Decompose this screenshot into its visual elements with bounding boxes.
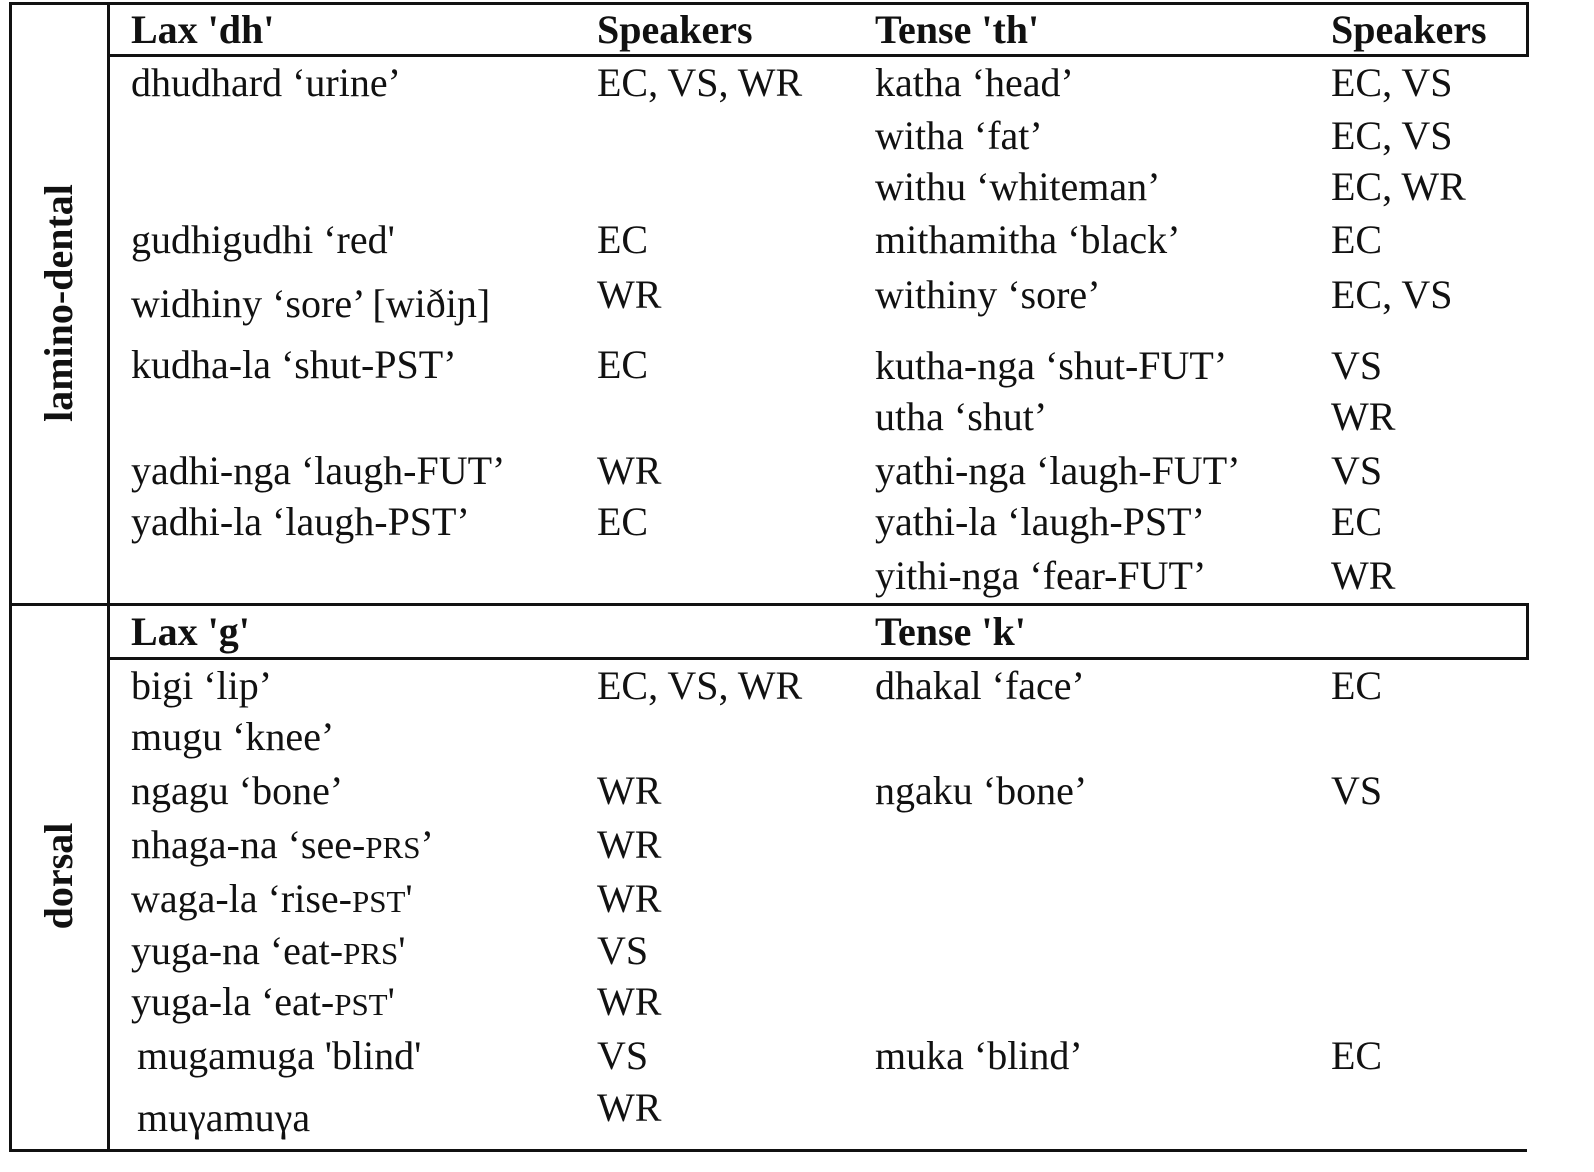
tense-speakers: EC [1331, 499, 1383, 544]
lax-form: bigi ‘lip’ [131, 663, 273, 708]
bottom-rule [10, 1149, 1527, 1152]
gloss-abbreviation: PRS [365, 830, 421, 865]
tense-form: kutha-nga ‘shut-FUT’ [875, 343, 1228, 388]
tense-speakers: WR [1331, 394, 1396, 439]
lax-closing-quote: ' [405, 876, 413, 921]
tense-speakers: EC, VS [1331, 60, 1453, 105]
tense-form: yathi-la ‘laugh-PST’ [875, 499, 1205, 544]
tense-form: yathi-nga ‘laugh-FUT’ [875, 448, 1241, 493]
tense-speakers: EC [1331, 217, 1383, 262]
lax-form: ngagu ‘bone’ [131, 768, 344, 813]
tense-speakers: VS [1331, 343, 1383, 388]
lax-form [131, 823, 434, 870]
tense-form: katha ‘head’ [875, 60, 1074, 105]
lax-speakers: WR [597, 448, 662, 493]
tense-form: muka ‘blind’ [875, 1033, 1083, 1078]
header-tense-speakers: Speakers [1331, 7, 1487, 52]
tense-speakers: EC, VS [1331, 113, 1453, 158]
tense-speakers: EC [1331, 663, 1383, 708]
tense-speakers: EC [1331, 1033, 1383, 1078]
lax-speakers: WR [597, 1085, 662, 1130]
lax-form: mugamuga 'blind' [137, 1033, 422, 1078]
lax-form: yadhi-la ‘laugh-PST’ [131, 499, 470, 544]
lax-closing-quote: ' [387, 979, 395, 1024]
lax-speakers: VS [597, 1033, 649, 1078]
gloss-abbreviation: PST [334, 987, 388, 1022]
gloss-abbreviation: PST [351, 884, 406, 919]
lax-speakers: EC [597, 217, 649, 262]
lax-form: dhudhard ‘urine’ [131, 60, 401, 105]
tense-form: dhakal ‘face’ [875, 663, 1085, 708]
lax-speakers: WR [597, 876, 662, 921]
lax-form [131, 980, 395, 1027]
lax-form [131, 929, 405, 976]
tense-speakers: EC, WR [1331, 164, 1466, 209]
tense-speakers: VS [1331, 768, 1383, 813]
tense-form: withu ‘whiteman’ [875, 164, 1161, 209]
tense-speakers: EC, VS [1331, 272, 1453, 317]
lax-stem: waga-la ‘rise- [131, 876, 352, 921]
lax-speakers: EC, VS, WR [597, 60, 803, 105]
lax-form: muγamuγa [137, 1095, 311, 1140]
tense-speakers: WR [1331, 553, 1396, 598]
lax-stem: nhaga-na ‘see- [131, 822, 366, 867]
tense-speakers: VS [1331, 448, 1383, 493]
lax-speakers: EC [597, 342, 649, 387]
lax-closing-quote: ' [398, 928, 406, 973]
lax-speakers: EC [597, 499, 649, 544]
header-lax-speakers: Speakers [597, 7, 753, 52]
header-tense-th: Tense 'th' [875, 7, 1040, 52]
header-underline-1 [110, 54, 1529, 57]
header-lax-g: Lax 'g' [131, 609, 250, 654]
lax-form: mugu ‘knee’ [131, 714, 335, 759]
lax-form: yadhi-nga ‘laugh-FUT’ [131, 448, 506, 493]
tense-form: witha ‘fat’ [875, 113, 1043, 158]
lax-speakers: WR [597, 768, 662, 813]
lax-closing-quote: ’ [420, 822, 434, 867]
header-lax-dh: Lax 'dh' [131, 7, 275, 52]
header-right-bracket-1 [1526, 2, 1529, 57]
tense-form: ngaku ‘bone’ [875, 768, 1088, 813]
gloss-abbreviation: PRS [343, 936, 399, 971]
lax-speakers: WR [597, 979, 662, 1024]
lax-speakers: WR [597, 822, 662, 867]
top-rule [10, 2, 1527, 5]
lax-speakers: VS [597, 928, 649, 973]
section-label-lamino-dental: lamino-dental [36, 184, 81, 422]
header-tense-k: Tense 'k' [875, 609, 1026, 654]
lax-stem: yuga-na ‘eat- [131, 928, 344, 973]
lax-form: gudhigudhi ‘red' [131, 217, 395, 262]
left-border [9, 2, 12, 1152]
section-label-dorsal: dorsal [36, 822, 81, 930]
header-underline-2 [110, 657, 1529, 660]
tense-form: yithi-nga ‘fear-FUT’ [875, 553, 1207, 598]
header-right-bracket-2 [1526, 603, 1529, 660]
tense-form: mithamitha ‘black’ [875, 217, 1181, 262]
lax-form [131, 877, 413, 924]
tense-form: withiny ‘sore’ [875, 272, 1101, 317]
lax-stem: yuga-la ‘eat- [131, 979, 335, 1024]
lax-speakers: WR [597, 272, 662, 317]
lax-form: widhiny ‘sore’ [wiðiɲ] [131, 281, 491, 326]
lax-form: kudha-la ‘shut-PST’ [131, 342, 457, 387]
tense-form: utha ‘shut’ [875, 394, 1048, 439]
lax-speakers: EC, VS, WR [597, 663, 803, 708]
section-divider [10, 603, 1529, 606]
label-column-divider [107, 2, 110, 1152]
